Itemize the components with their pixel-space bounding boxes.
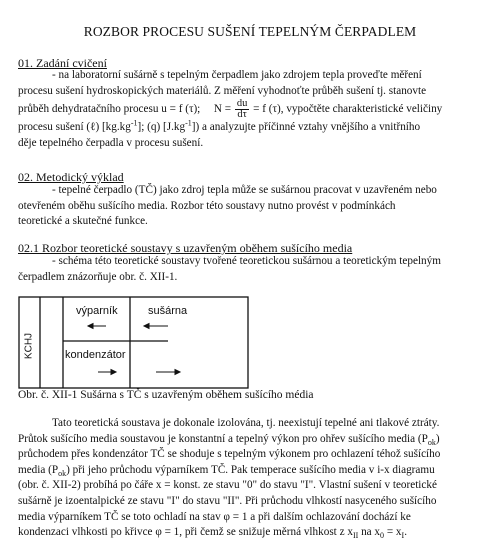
kondenzator-label: kondenzátor [65,349,126,361]
figure-caption: Obr. č. XII-1 Sušárna s TČ s uzavřeným oběhem sušícího média [18,389,314,401]
paragraph-rozbor [18,254,482,285]
text-fragment: = f (τ), vypočtěte charakteristické veličiny [253,103,443,116]
text-fragment: ]; (q) [J.kg [137,121,186,134]
text-line: procesu sušení hydroskopických materiálů. Z měření vyhodnoťte průběh sušení tj. stanovte [18,84,427,97]
text-line: sušárně je izoentalpické ze stavu "I" do stavu "II". Při průchodu vlhkostí nasyceného sušícího [18,494,437,507]
text-fragment: media (P [18,463,59,476]
fraction-du-dtau [235,99,250,120]
text-line: teoretické a skutečné funkce. [18,215,148,228]
heading-zadani: 01. Zadání cvičení [18,56,107,70]
heading-rozbor: 02.1 Rozbor teoretické soustavy s uzavřeným oběhem sušícího media [18,241,353,255]
subscript: 0 [380,531,385,541]
text-line: - tepelné čerpadlo (TČ) jako zdroj tepla může se sušárnou pracovat v uzavřeném nebo [52,184,437,196]
subscript: ok [58,469,67,479]
text-line: Tato teoretická soustava je dokonale izolována, tj. neexistují tepelné ani tlakové ztráty. [52,417,440,429]
text-line [18,120,482,136]
superscript: -1 [130,120,138,128]
subscript: I [401,531,405,541]
text-line: otevřeném oběhu sušícího media. Rozbor této soustavy nutno provést v podmínkách [18,199,396,212]
text-line: čerpadlem znázorňuje obr. č. XII-1. [18,270,178,283]
text-fragment: procesu sušení (ℓ) [kg.kg [18,121,131,134]
text-fragment: ]) a analyzujte příčinné vztahy vnějšího a vnitřního [191,121,421,134]
text-line: - na laboratorní sušárně s tepelným čerpadlem jako zdrojem tepla proveďte měření [52,69,422,81]
fraction-numerator: du [236,99,248,110]
equation-line [18,99,482,120]
text-line [18,525,482,541]
subscript: ok [427,437,436,447]
subscript: II [352,531,359,541]
text-fragment: ) [435,432,440,445]
fraction-denominator: dτ [237,109,247,121]
text-line: (obr. č. XII-2) probíhá po čáře x = konst. ze stavu "0" do stavu "I". Vlastní sušení v teoretické [18,479,437,492]
paragraph-metodicky [18,183,482,230]
text-fragment: kondenzaci vlhkosti po křivce φ = 1, při čemž se snižuje měrná vlhkost z x [18,526,353,539]
text-fragment: Průtok sušícího media soustavou je konstantní a tepelný výkon pro ohřev sušícího media (P [18,432,428,445]
kchj-label: KCHJ [23,332,35,360]
text-line: - schéma této teoretické soustavy tvořené teoretickou sušárnou a teoretickým tepelným [52,255,441,267]
text-line: media výparníkem TČ se toto ochladí na stav φ = 1 a při dalším ochlazování dochází ke [18,510,411,523]
paragraph-zadani [18,68,482,151]
superscript: -1 [185,120,192,128]
page-title: ROZBOR PROCESU SUŠENÍ TEPELNÝM ČERPADLEM [83,24,417,39]
text-line [18,463,482,479]
text-fragment: ) při jeho průchodu výparníkem TČ. Pak temperace sušícího media v i-x diagramu [66,463,435,476]
text-fragment: na x [358,526,381,539]
diagram-heat-pump-dryer [18,296,250,390]
text-line [18,432,482,448]
susarna-label: sušárna [148,305,188,317]
vyparnik-label: výparník [76,305,118,317]
text-line: průchodem přes kondenzátor TČ se shoduje s tepelným výkonem pro ochlazení téhož sušícího [18,448,441,461]
text-fragment: N = [213,103,232,116]
heading-metodicky: 02. Metodický výklad [18,170,124,184]
paragraph-body [18,416,482,541]
text-fragment: průběh dehydratačního procesu u = f (τ); [18,103,201,116]
text-fragment: . [404,526,407,539]
text-line: děje tepelného čerpadla v procesu sušení. [18,136,204,149]
text-fragment: = x [384,526,402,539]
diagram-drawing [18,296,250,390]
